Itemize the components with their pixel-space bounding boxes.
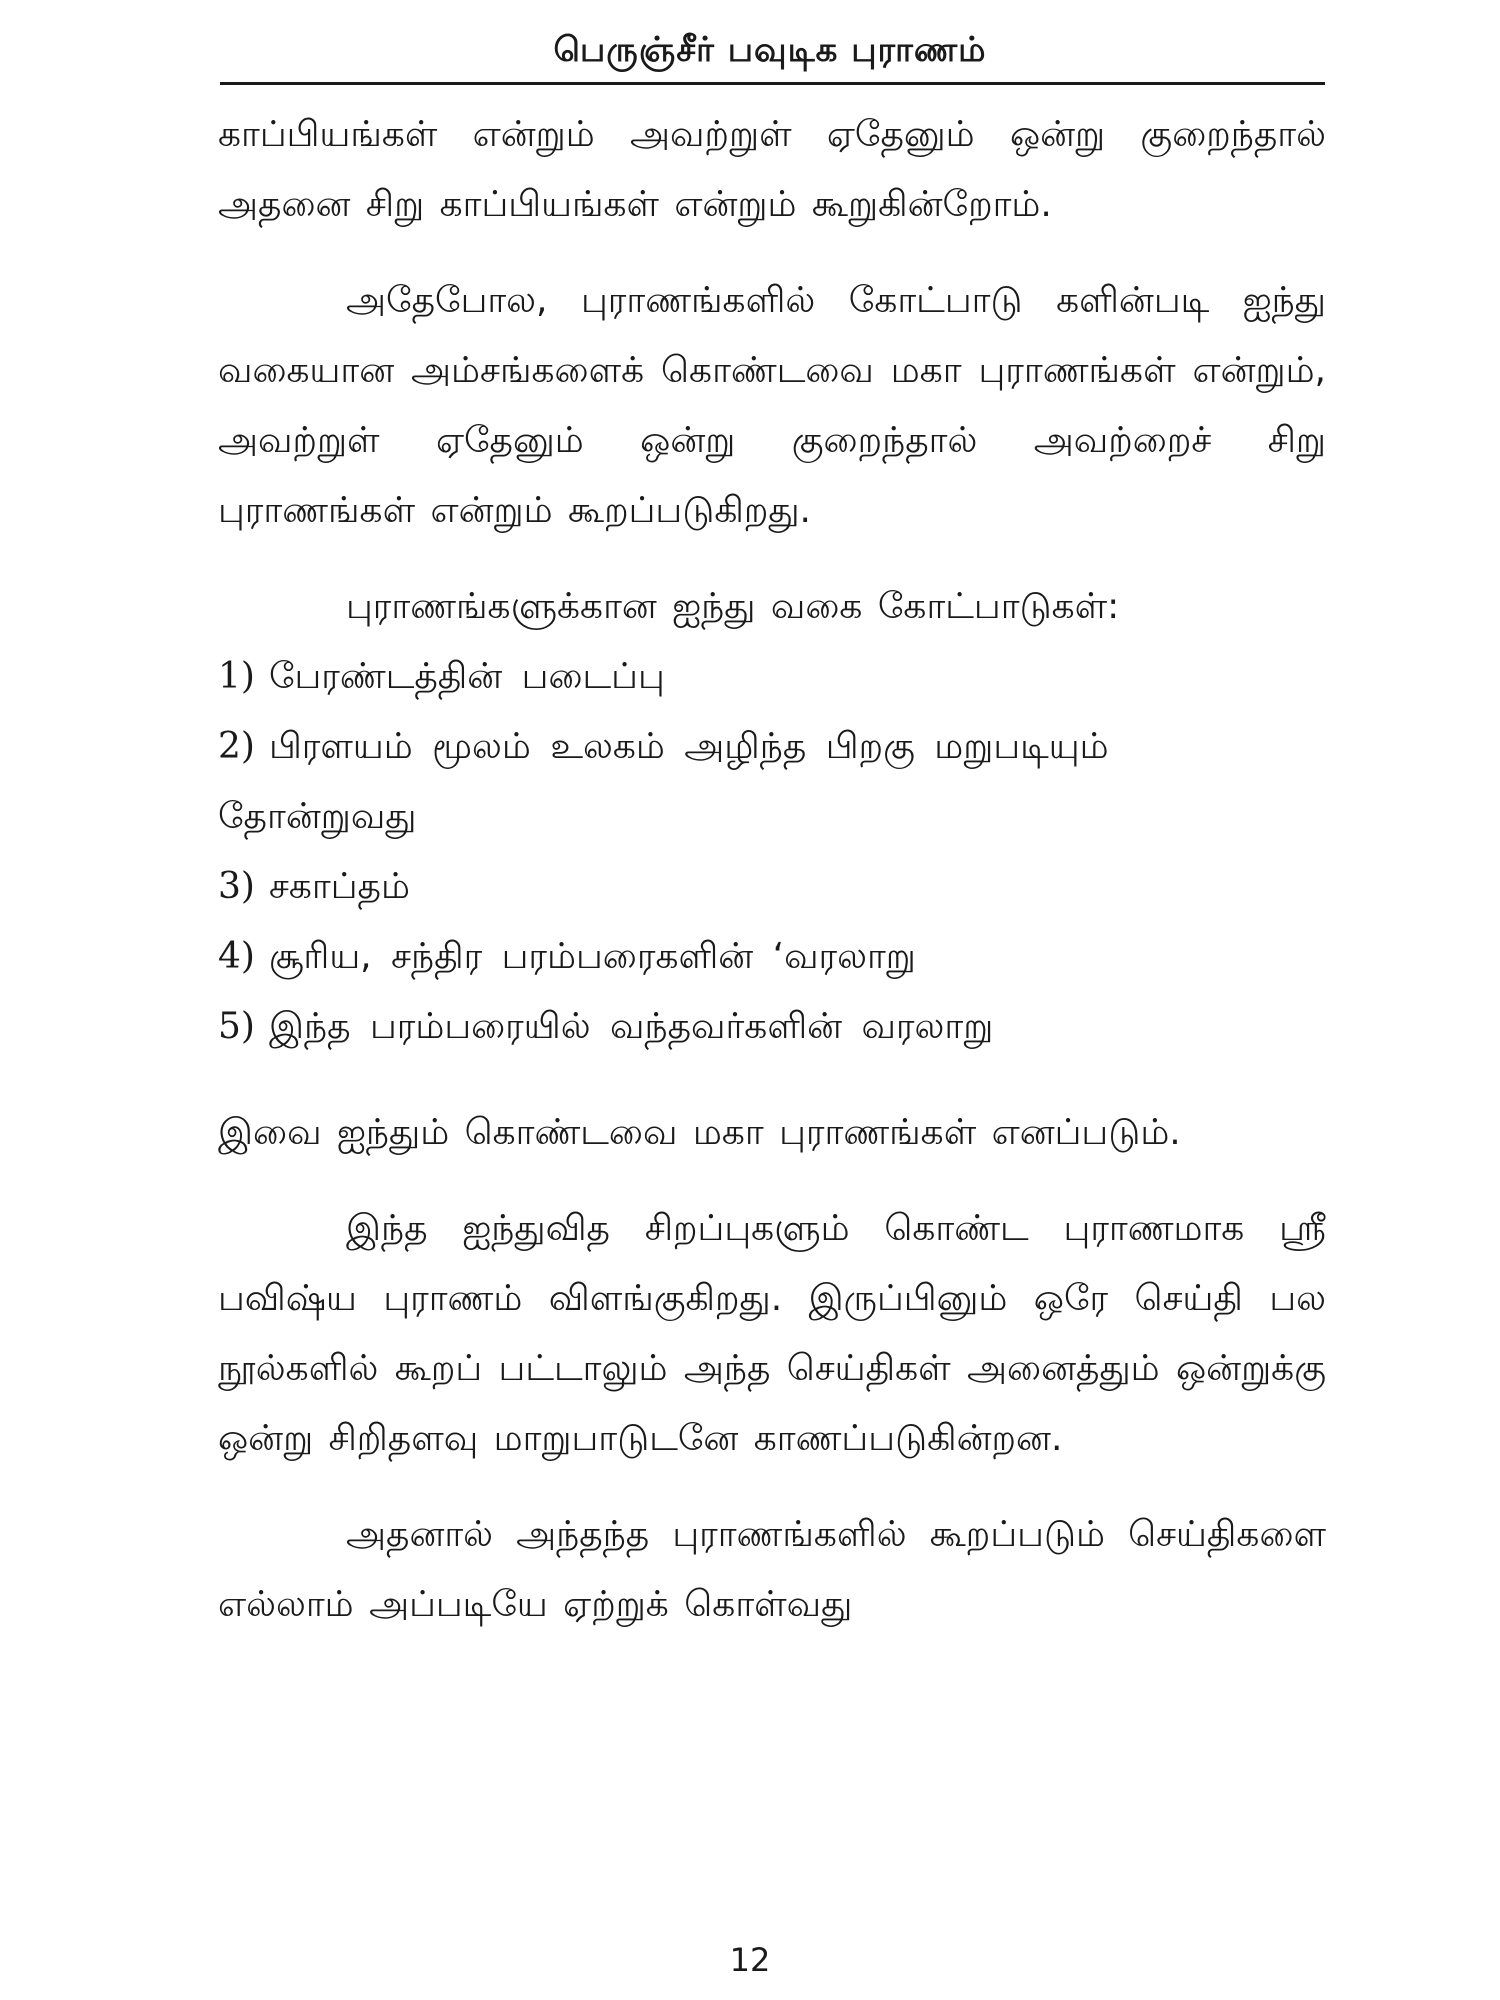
list-item-number: 4) [218,936,255,977]
list-item [218,922,1326,992]
list-item-text: பிரளயம் மூலம் உலகம் அழிந்த பிறகு மறுபடியும் தோன்றுவது [218,726,1109,837]
page-body [218,100,1326,1640]
paragraph-2: அதேபோல, புராணங்களில் கோட்பாடு களின்படி ஐந்து வகையான அம்சங்களைக் கொண்டவை மகா புராணங்கள் என்றும், அவற்றுள் ஏதேனும் ஒன்று குறைந்தால் அவற்றைச் சிறு புராணங்கள் என்றும் கூறப்படுகிறது. [218,280,1326,531]
list-item-text: பேரண்டத்தின் படைப்பு [268,656,665,697]
paragraph-5: இந்த ஐந்துவித சிறப்புகளும் கொண்ட புராணமாக ஸ்ரீ பவிஷ்ய புராணம் விளங்குகிறது. இருப்பினும் ஒரே செய்தி பல நூல்களில் கூறப் பட்டாலும் அந்த செய்திகள் அனைத்தும் ஒன்றுக்கு ஒன்று சிறிதளவு மாறுபாடுடனே காணப்படுகின்றன. [218,1208,1326,1459]
list-item-number: 5) [218,1006,255,1047]
running-header-title: பெருஞ்சீர் பவுடிக புராணம் [553,30,987,70]
header-rule [220,82,1325,85]
list-item-text: இந்த பரம்பரையில் வந்தவர்களின் வரலாறு [268,1006,994,1047]
list-item [218,992,1326,1062]
paragraph-6: அதனால் அந்தந்த புராணங்களில் கூறப்படும் செய்திகளை எல்லாம் அப்படியே ஏற்றுக் கொள்வது [218,1514,1326,1625]
list-item-number: 2) [218,726,255,767]
list-item-number: 3) [218,866,255,907]
list-item-text: சூரிய, சந்திர பரம்பரைகளின் ‘வரலாறு [268,936,916,977]
list-item-text: சகாப்தம் [268,866,410,907]
paragraph-3-list-intro: புராணங்களுக்கான ஐந்து வகை கோட்பாடுகள்: [346,586,1120,627]
list-item-number: 1) [218,656,255,697]
list-item [218,852,1326,922]
list-item [218,712,1326,852]
paragraph-4: இவை ஐந்தும் கொண்டவை மகா புராணங்கள் எனப்படும். [218,1112,1181,1153]
five-principles-list [218,642,1326,1062]
page-number: 12 [729,1941,771,1979]
list-item [218,642,1326,712]
paragraph-1: காப்பியங்கள் என்றும் அவற்றுள் ஏதேனும் ஒன்று குறைந்தால் அதனை சிறு காப்பியங்கள் என்றும் கூறுகின்றோம். [218,114,1326,225]
